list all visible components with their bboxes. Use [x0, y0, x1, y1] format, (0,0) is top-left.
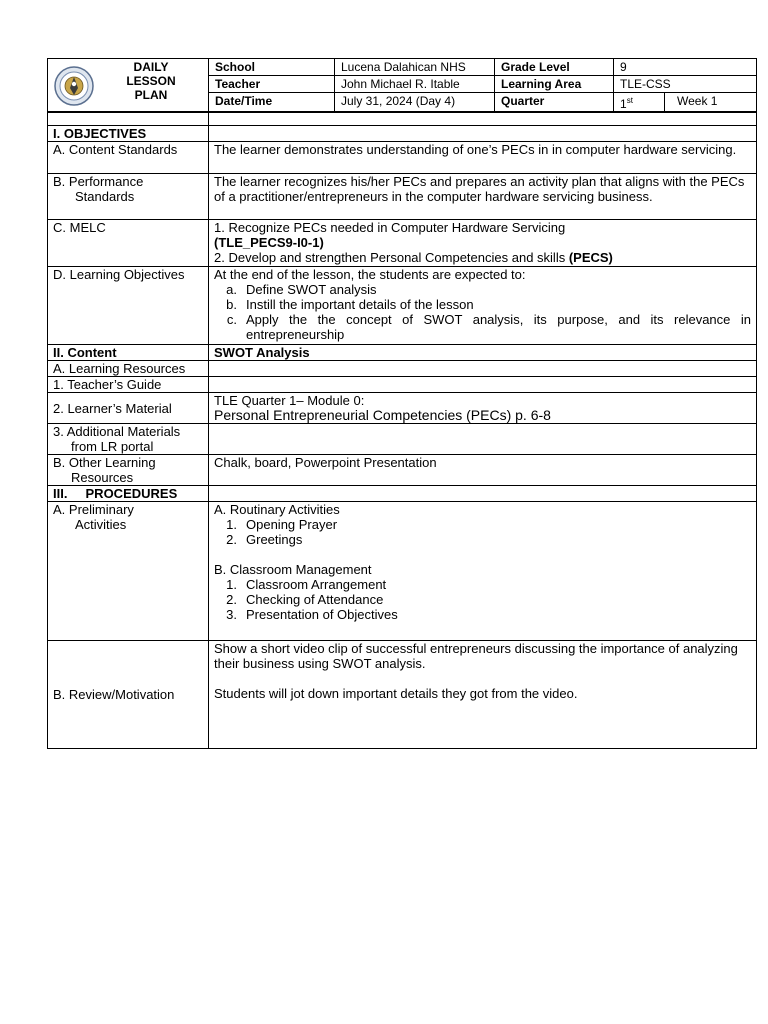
- performance-standards-label: B. Performance Standards: [48, 174, 209, 220]
- additional-materials-label: 3. Additional Materials from LR portal: [48, 424, 209, 455]
- learning-objectives-label: D. Learning Objectives: [48, 267, 209, 345]
- procedures-heading: III. PROCEDURES: [48, 486, 209, 502]
- learners-material-label: 2. Learner’s Material: [48, 393, 209, 424]
- list-item: 3. Presentation of Objectives: [226, 607, 398, 622]
- empty-cell: [209, 486, 757, 502]
- list-item: 2. Checking of Attendance: [226, 592, 384, 607]
- empty-cell: [209, 126, 757, 142]
- classroom-list: [214, 577, 751, 622]
- list-item: c. Apply the the concept of SWOT analysis, its purpose, and its relevance in entrepreneurship: [226, 312, 751, 342]
- header-table: [47, 58, 757, 113]
- content-topic: SWOT Analysis: [209, 345, 757, 361]
- school-label: School: [209, 59, 335, 76]
- spacer-cell: [209, 112, 757, 126]
- review-motivation-text: Show a short video clip of successful entrepreneurs discussing the importance of analyzing their business using SWOT analysis. Students will jot down important details they got from the video.: [209, 641, 757, 749]
- teacher-label: Teacher: [209, 76, 335, 93]
- content-heading: II. Content: [48, 345, 209, 361]
- quarter-value: 1st: [614, 93, 665, 113]
- grade-level-label: Grade Level: [495, 59, 614, 76]
- week-value: Week 1: [665, 93, 757, 113]
- learning-objectives-text: At the end of the lesson, the students are expected to: a. Define SWOT analysis b. Instill the important details of the lesson c. Apply the the concept of SWOT analysis, its purpose, and its relevance in entrepreneurship: [209, 267, 757, 345]
- grade-level-value: 9: [614, 59, 757, 76]
- list-item: a. Define SWOT analysis: [226, 282, 377, 297]
- preliminary-activities-label: A. Preliminary Activities: [48, 502, 209, 641]
- learning-objectives-list: [214, 282, 751, 342]
- teacher-value: John Michael R. Itable: [335, 76, 495, 93]
- spacer-cell: [48, 112, 209, 126]
- school-seal-icon: [54, 66, 94, 106]
- other-resources-label: B. Other Learning Resources: [48, 455, 209, 486]
- preliminary-activities-text: A. Routinary Activities 1. Opening Prayer 2. Greetings B. Classroom Management 1. Classroom Arrangement 2. Checking of Attendance 3. Presentation of Objectives: [209, 502, 757, 641]
- performance-standards-text: The learner recognizes his/her PECs and prepares an activity plan that aligns with the PECs of a practitioner/entrepreneurs in the computer hardware servicing business.: [209, 174, 757, 220]
- empty-cell: [209, 424, 757, 455]
- teachers-guide-label: 1. Teacher’s Guide: [48, 377, 209, 393]
- quarter-label: Quarter: [495, 93, 614, 113]
- list-item: 1. Opening Prayer: [226, 517, 338, 532]
- date-time-value: July 31, 2024 (Day 4): [335, 93, 495, 113]
- empty-cell: [209, 377, 757, 393]
- date-time-label: Date/Time: [209, 93, 335, 113]
- routinary-list: [214, 517, 751, 547]
- content-standards-label: A. Content Standards: [48, 142, 209, 174]
- learning-area-label: Learning Area: [495, 76, 614, 93]
- school-value: Lucena Dalahican NHS: [335, 59, 495, 76]
- document-title: DAILY LESSON PLAN: [126, 59, 176, 102]
- learning-resources-label: A. Learning Resources: [48, 361, 209, 377]
- list-item: 1. Classroom Arrangement: [226, 577, 387, 592]
- objectives-heading: I. OBJECTIVES: [48, 126, 209, 142]
- other-resources-value: Chalk, board, Powerpoint Presentation: [209, 455, 757, 486]
- lesson-plan-table: [47, 111, 757, 749]
- empty-cell: [209, 361, 757, 377]
- title-cell: [48, 59, 209, 113]
- content-standards-text: The learner demonstrates understanding of one’s PECs in in computer hardware servicing.: [209, 142, 757, 174]
- review-motivation-label: B. Review/Motivation: [48, 641, 209, 749]
- list-item: 2. Greetings: [226, 532, 303, 547]
- learners-material-text: TLE Quarter 1– Module 0: Personal Entrepreneurial Competencies (PECs) p. 6-8: [209, 393, 757, 424]
- learning-area-value: TLE-CSS: [614, 76, 757, 93]
- list-item: b. Instill the important details of the lesson: [226, 297, 474, 312]
- melc-text: 1. Recognize PECs needed in Computer Hardware Servicing (TLE_PECS9-I0-1) 2. Develop and strengthen Personal Competencies and skills (PECS): [209, 220, 757, 267]
- melc-label: C. MELC: [48, 220, 209, 267]
